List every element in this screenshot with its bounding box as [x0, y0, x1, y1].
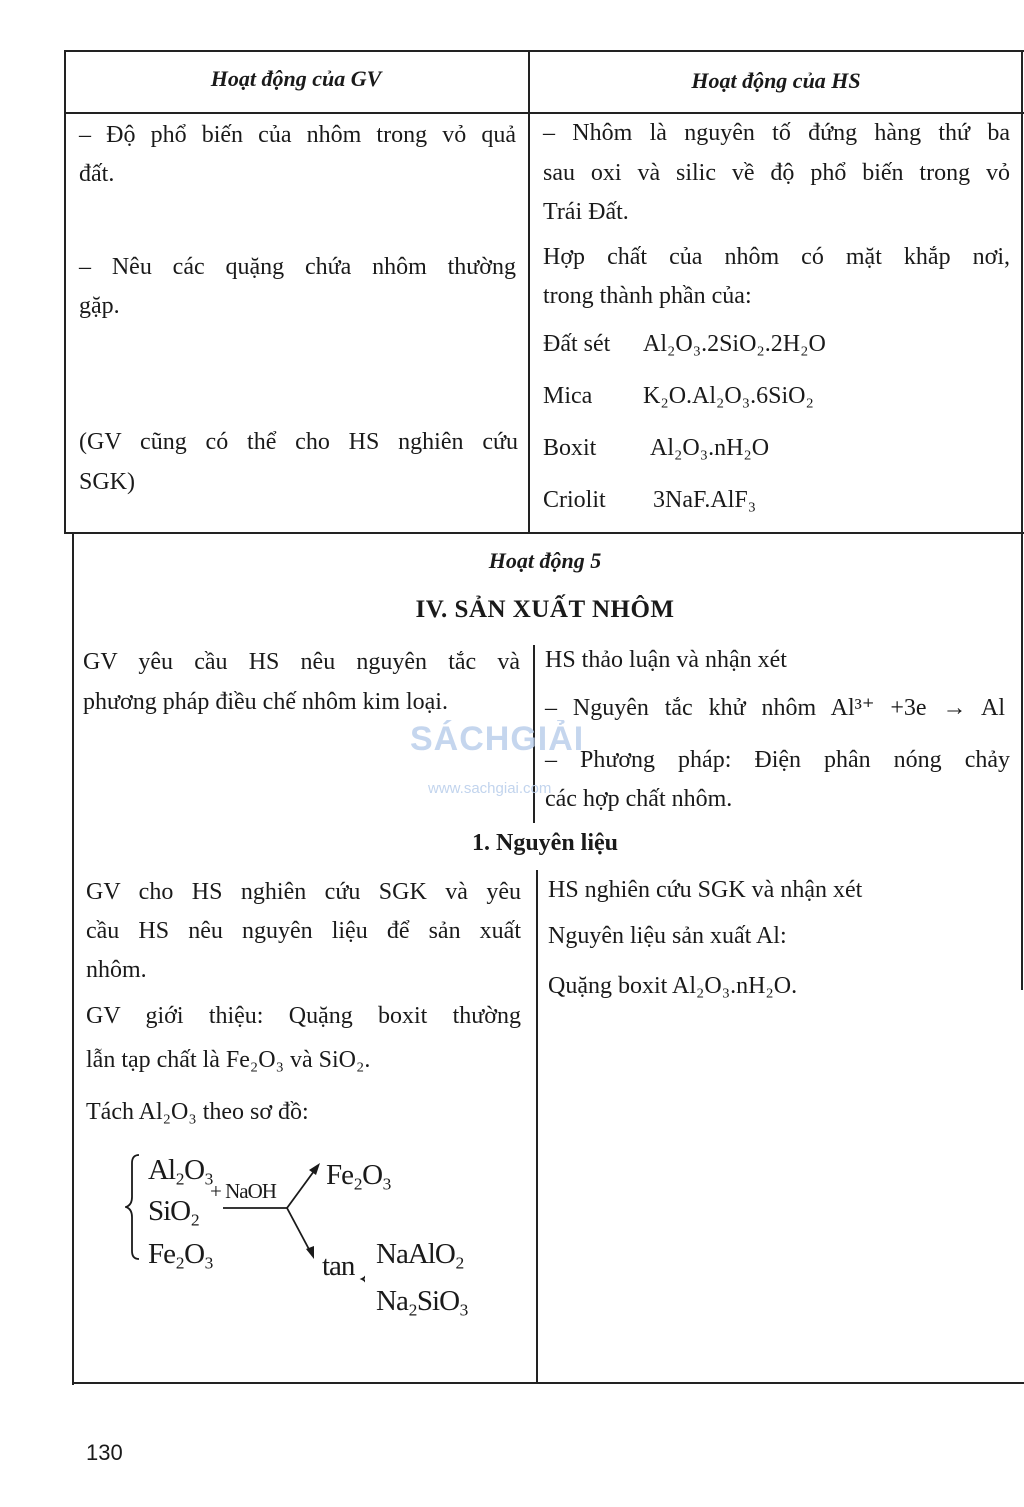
diagram-input: Fe₂O₃	[148, 1238, 214, 1270]
watermark-logo: SÁCHGIẢI	[410, 720, 585, 758]
diagram-product: NaAlO₂	[376, 1238, 464, 1270]
activity-title: Hoạt động 5	[488, 548, 602, 573]
row1-bottom-border	[64, 532, 1024, 534]
mineral-name: Đất sét	[543, 331, 611, 357]
row1-gv-line: đất.	[79, 161, 115, 187]
row1-hs-line: Trái Đất.	[543, 199, 629, 225]
row3-hs-line: Nguyên liệu sản xuất Al:	[548, 923, 787, 949]
page-number: 130	[86, 1440, 123, 1465]
row1-gv-line: – Độ phổ biến của nhôm trong vỏ quả	[79, 122, 516, 148]
table-left-border-lower	[72, 532, 74, 1385]
table-left-border	[64, 50, 66, 534]
section-title: IV. SẢN XUẤT NHÔM	[415, 596, 675, 623]
table-column-divider	[528, 50, 530, 534]
mineral-name: Boxit	[543, 435, 597, 461]
row2-hs-line: các hợp chất nhôm.	[545, 786, 733, 812]
mineral-formula: Al₂O₃.2SiO₂.2H₂O	[643, 331, 826, 357]
diagram-reagent: + NaOH	[210, 1179, 276, 1203]
header-gv: Hoạt động của GV	[210, 66, 382, 91]
row3-gv-line: Tách Al₂O₃ theo sơ đồ:	[86, 1099, 309, 1125]
row2-gv-line: GV yêu cầu HS nêu nguyên tắc và	[83, 649, 520, 675]
mineral-name: Mica	[543, 383, 593, 409]
row3-hs-line: Quặng boxit Al₂O₃.nH₂O.	[548, 973, 798, 999]
diagram-residue: Fe₂O₃	[326, 1159, 392, 1191]
row2-hs-line: – Nguyên tắc khử nhôm Al³⁺ +3e → Al	[545, 695, 1005, 721]
row3-column-divider	[536, 870, 538, 1382]
row1-hs-line: – Nhôm là nguyên tố đứng hàng thứ ba	[543, 120, 1010, 146]
row3-gv-line: cầu HS nêu nguyên liệu để sản xuất	[86, 918, 521, 944]
row2-hs-line: – Phương pháp: Điện phân nóng chảy	[545, 747, 1010, 773]
row1-hs-line: sau oxi và silic về độ phổ biến trong vỏ	[543, 160, 1010, 186]
table-top-border	[64, 50, 1024, 52]
row1-gv-line: (GV cũng có thể cho HS nghiên cứu	[79, 429, 518, 455]
diagram-input: Al₂O₃	[148, 1154, 214, 1186]
diagram-dissolved-label: tan	[322, 1250, 355, 1282]
row3-gv-line: lẫn tạp chất là Fe₂O₃ và SiO₂.	[86, 1047, 371, 1073]
header-hs: Hoạt động của HS	[691, 68, 861, 93]
row2-gv-line: phương pháp điều chế nhôm kim loại.	[83, 689, 448, 715]
mineral-formula: 3NaF.AlF₃	[653, 487, 757, 513]
table-right-border	[1021, 50, 1023, 990]
diagram-input: SiO₂	[148, 1195, 200, 1227]
diagram-product: Na₂SiO₃	[376, 1285, 469, 1317]
row1-gv-line: gặp.	[79, 293, 120, 319]
row1-gv-line: – Nêu các quặng chứa nhôm thường	[79, 254, 516, 280]
row1-hs-line: Hợp chất của nhôm có mặt khắp nơi,	[543, 244, 1010, 270]
row3-gv-line: GV giới thiệu: Quặng boxit thường	[86, 1003, 521, 1029]
row1-hs-line: trong thành phần của:	[543, 283, 752, 309]
subsection-title: 1. Nguyên liệu	[471, 830, 618, 856]
row3-gv-line: nhôm.	[86, 957, 147, 983]
watermark-url: www.sachgiai.com	[428, 780, 552, 797]
table-bottom-border	[72, 1382, 1024, 1384]
row1-gv-line: SGK)	[79, 469, 136, 495]
mineral-formula: K₂O.Al₂O₃.6SiO₂	[643, 383, 814, 409]
row2-hs-line: HS thảo luận và nhận xét	[545, 647, 787, 673]
mineral-formula: Al₂O₃.nH₂O	[650, 435, 770, 461]
mineral-name: Criolit	[543, 487, 606, 513]
row3-gv-line: GV cho HS nghiên cứu SGK và yêu	[86, 879, 521, 905]
row3-hs-line: HS nghiên cứu SGK và nhận xét	[548, 877, 863, 903]
